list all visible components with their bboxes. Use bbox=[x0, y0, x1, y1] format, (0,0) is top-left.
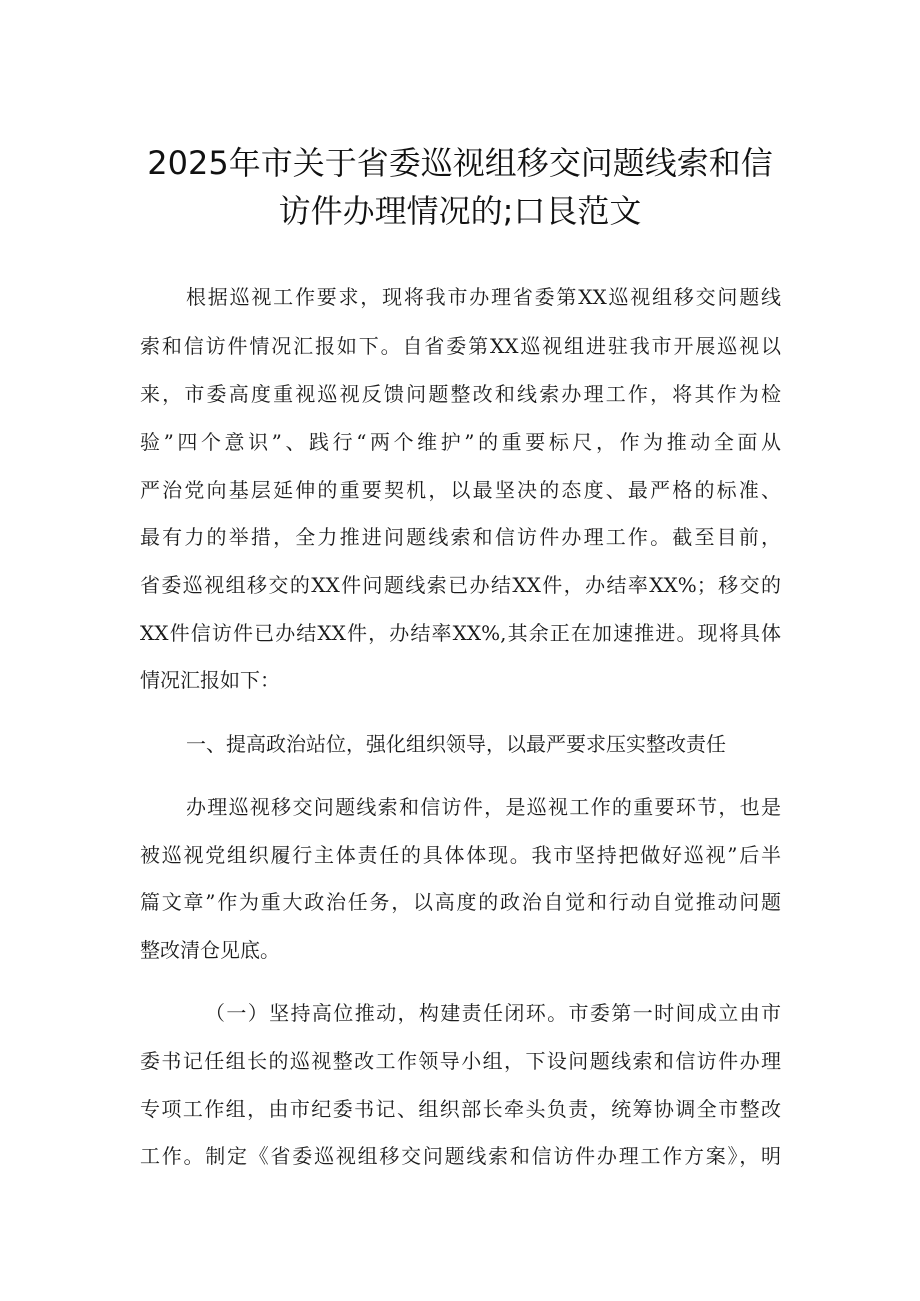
text-line: 被巡视党组织履行主体责任的具体体现。我市坚持把做好巡视”后半 bbox=[140, 843, 781, 867]
text-line: 验”四个意识”、践行“两个维护”的重要标尺，作为推动全面从 bbox=[140, 430, 781, 454]
text-line: 索和信访件情况汇报如下。自省委第XX巡视组进驻我市开展巡视以 bbox=[140, 334, 781, 358]
document-title-line-1: 2025年市关于省委巡视组移交问题线索和信 bbox=[147, 144, 773, 182]
text-line: 根据巡视工作要求，现将我市办理省委第XX巡视组移交问题线 bbox=[186, 285, 781, 309]
text-line: 情况汇报如下： bbox=[140, 668, 280, 692]
text-line: 委书记任组长的巡视整改工作领导小组，下设问题线索和信访件办理 bbox=[140, 1049, 781, 1073]
text-line: 篇文章”作为重大政治任务，以高度的政治自觉和行动自觉推动问题 bbox=[140, 890, 781, 914]
text-line: 专项工作组，由市纪委书记、组织部长牵头负责，统筹协调全市整改 bbox=[140, 1097, 781, 1121]
text-line: XX件信访件已办结XX件，办结率XX%,其余正在加速推进。现将具体 bbox=[140, 621, 781, 645]
text-line: 最有力的举措，全力推进问题线索和信访件办理工作。截至目前， bbox=[140, 525, 781, 549]
text-line: 整改清仓见底。 bbox=[140, 938, 280, 962]
text-line: 工作。制定《省委巡视组移交问题线索和信访件办理工作方案》，明 bbox=[140, 1144, 781, 1168]
section-heading-1: 一、提高政治站位，强化组织领导，以最严要求压实整改责任 bbox=[186, 732, 726, 756]
document-title-line-2: 访件办理情况的;口艮范文 bbox=[278, 192, 642, 230]
text-line: 办理巡视移交问题线索和信访件，是巡视工作的重要环节，也是 bbox=[186, 795, 781, 819]
text-line: 来，市委高度重视巡视反馈问题整改和线索办理工作，将其作为检 bbox=[140, 382, 781, 406]
text-line: （一）坚持高位推动，构建责任闭环。市委第一时间成立由市 bbox=[205, 1001, 781, 1025]
text-line: 严治党向基层延伸的重要契机，以最坚决的态度、最严格的标准、 bbox=[140, 478, 781, 502]
text-line: 省委巡视组移交的XX件问题线索已办结XX件，办结率XX%；移交的 bbox=[140, 573, 781, 597]
